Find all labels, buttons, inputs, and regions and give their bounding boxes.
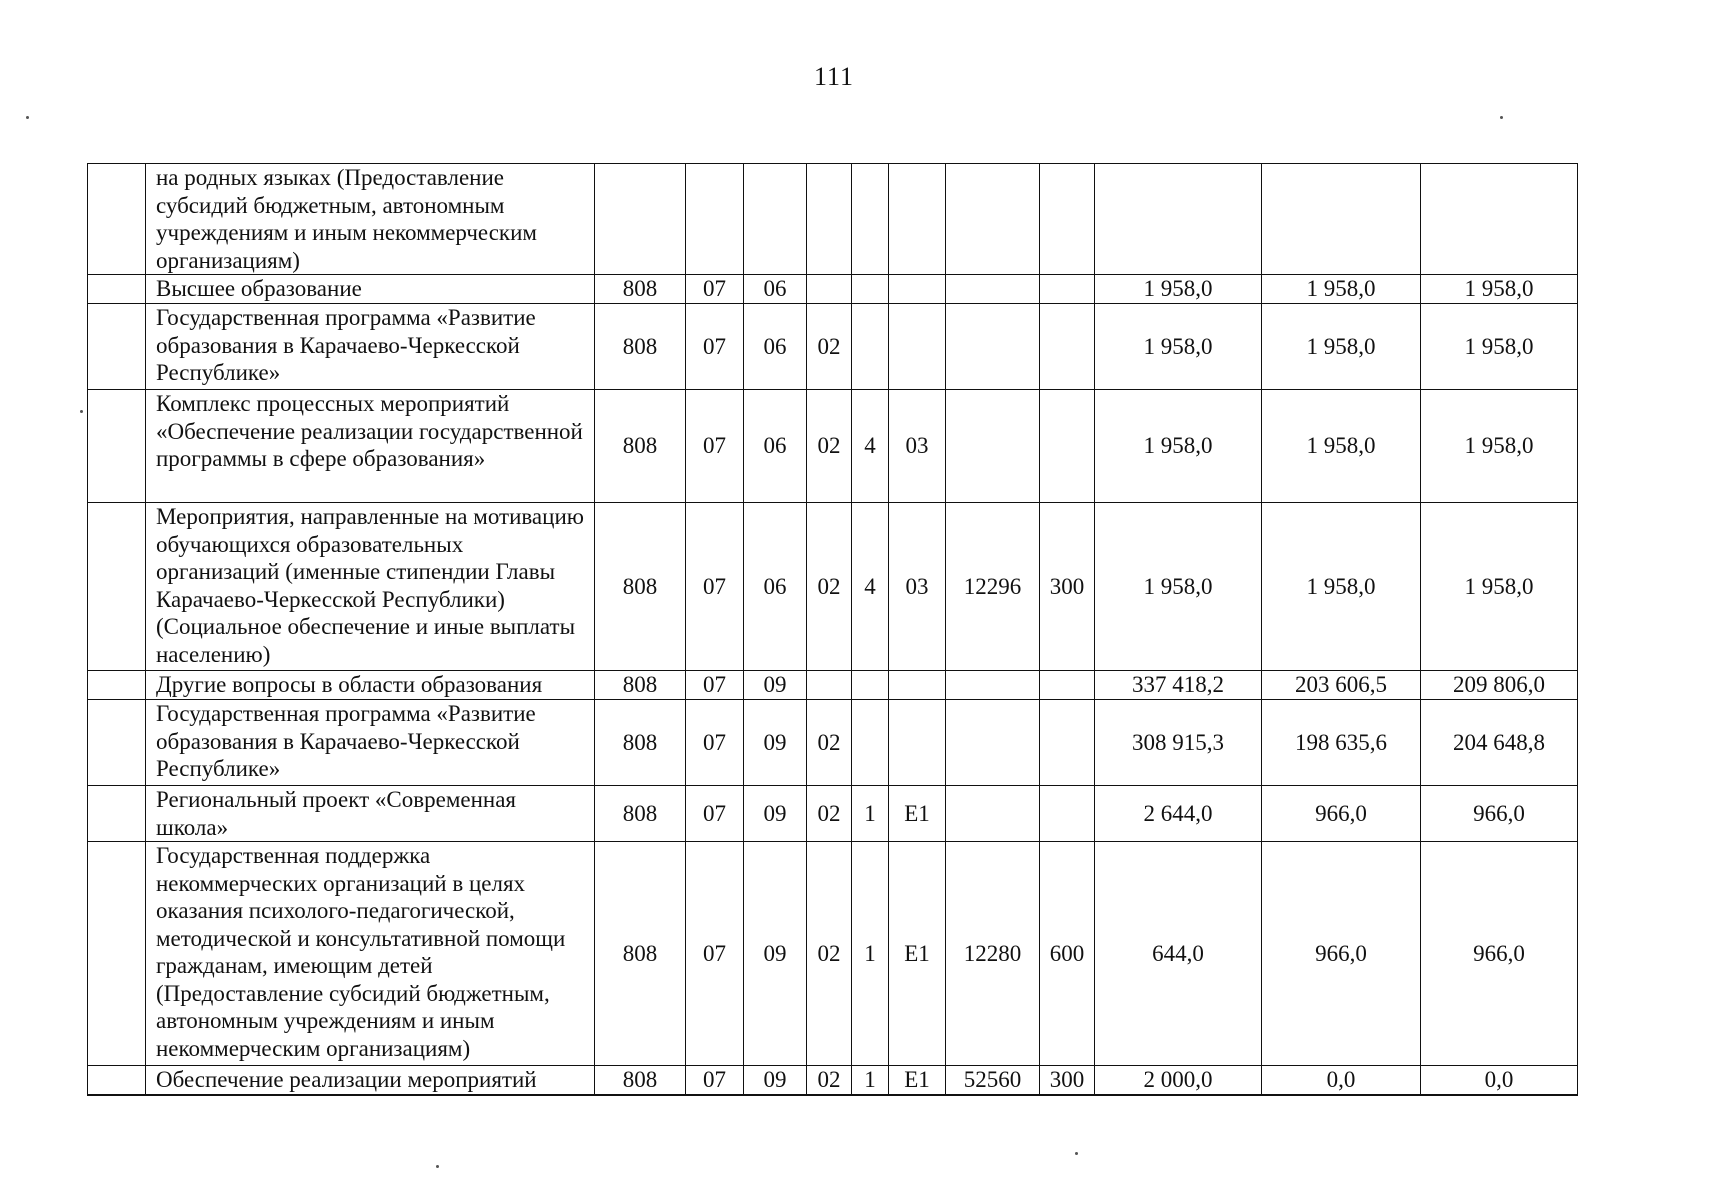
code-cell-c2: 07	[686, 1066, 744, 1095]
code-cell-v3: 209 806,0	[1421, 671, 1578, 700]
row-number-cell	[88, 842, 146, 1066]
code-cell-c3: 09	[744, 842, 807, 1066]
code-cell-c7	[946, 390, 1040, 503]
code-cell-c5	[852, 304, 889, 390]
code-cell-c6	[889, 304, 946, 390]
row-number-cell	[88, 786, 146, 842]
scan-speck	[436, 1165, 439, 1168]
code-cell-c1: 808	[595, 842, 686, 1066]
code-cell-c5	[852, 700, 889, 786]
code-cell-v2: 1 958,0	[1262, 503, 1421, 671]
code-cell-c4: 02	[807, 304, 852, 390]
table-row	[88, 503, 1578, 671]
code-cell-c1: 808	[595, 304, 686, 390]
code-cell-v2: 198 635,6	[1262, 700, 1421, 786]
budget-table-body	[88, 164, 1578, 1095]
code-cell-c3: 09	[744, 671, 807, 700]
code-cell-c4	[807, 671, 852, 700]
code-cell-c8	[1040, 164, 1095, 275]
code-cell-c5	[852, 275, 889, 304]
code-cell-c5: 4	[852, 390, 889, 503]
row-number-cell	[88, 503, 146, 671]
table-row	[88, 671, 1578, 700]
code-cell-c1: 808	[595, 275, 686, 304]
code-cell-c8	[1040, 275, 1095, 304]
code-cell-c1: 808	[595, 503, 686, 671]
code-cell-c6: E1	[889, 1066, 946, 1095]
code-cell-c6: 03	[889, 503, 946, 671]
item-name-cell: Другие вопросы в области образования	[146, 671, 595, 700]
code-cell-c5: 1	[852, 786, 889, 842]
code-cell-c4: 02	[807, 390, 852, 503]
code-cell-v1: 1 958,0	[1095, 503, 1262, 671]
code-cell-c2: 07	[686, 390, 744, 503]
row-number-cell	[88, 275, 146, 304]
code-cell-c1: 808	[595, 1066, 686, 1095]
code-cell-c2: 07	[686, 503, 744, 671]
row-number-cell	[88, 304, 146, 390]
scan-speck	[1075, 1152, 1078, 1155]
code-cell-v2: 966,0	[1262, 786, 1421, 842]
budget-table	[87, 163, 1578, 1096]
code-cell-c5: 1	[852, 1066, 889, 1095]
code-cell-v3: 966,0	[1421, 842, 1578, 1066]
code-cell-c3: 09	[744, 1066, 807, 1095]
code-cell-c2: 07	[686, 700, 744, 786]
row-number-cell	[88, 390, 146, 503]
scan-speck	[26, 116, 29, 119]
row-number-cell	[88, 671, 146, 700]
code-cell-c1: 808	[595, 390, 686, 503]
code-cell-v3: 1 958,0	[1421, 304, 1578, 390]
code-cell-c8: 300	[1040, 1066, 1095, 1095]
table-row	[88, 164, 1578, 275]
item-name-cell: Государственная программа «Развитие образования в Карачаево-Черкесской Республике»	[146, 700, 595, 786]
code-cell-v3: 1 958,0	[1421, 503, 1578, 671]
code-cell-v3: 966,0	[1421, 786, 1578, 842]
code-cell-v1: 1 958,0	[1095, 390, 1262, 503]
code-cell-c5: 4	[852, 503, 889, 671]
code-cell-v1: 308 915,3	[1095, 700, 1262, 786]
code-cell-c8	[1040, 786, 1095, 842]
code-cell-c1: 808	[595, 671, 686, 700]
code-cell-v1: 337 418,2	[1095, 671, 1262, 700]
code-cell-c7	[946, 786, 1040, 842]
code-cell-v3	[1421, 164, 1578, 275]
code-cell-c3: 09	[744, 700, 807, 786]
code-cell-c6	[889, 275, 946, 304]
code-cell-c4	[807, 164, 852, 275]
code-cell-v1: 2 644,0	[1095, 786, 1262, 842]
code-cell-v1: 1 958,0	[1095, 275, 1262, 304]
code-cell-v1: 1 958,0	[1095, 304, 1262, 390]
item-name-cell: Мероприятия, направленные на мотивацию обучающихся образовательных организаций (именные стипендии Главы Карачаево-Черкесской Республики) (Социальное обеспечение и иные выплаты населению)	[146, 503, 595, 671]
code-cell-c3	[744, 164, 807, 275]
item-name-cell: на родных языках (Предоставление субсидий бюджетным, автономным учреждениям и иным некоммерческим организациям)	[146, 164, 595, 275]
code-cell-c5	[852, 164, 889, 275]
scan-speck	[1500, 116, 1503, 119]
code-cell-v2: 1 958,0	[1262, 304, 1421, 390]
item-name-cell: Комплекс процессных мероприятий «Обеспечение реализации государственной программы в сфере образования»	[146, 390, 595, 503]
code-cell-c4: 02	[807, 786, 852, 842]
code-cell-v1: 2 000,0	[1095, 1066, 1262, 1095]
code-cell-c7: 12296	[946, 503, 1040, 671]
code-cell-c1: 808	[595, 700, 686, 786]
code-cell-c7: 52560	[946, 1066, 1040, 1095]
code-cell-c8	[1040, 304, 1095, 390]
code-cell-c7	[946, 164, 1040, 275]
code-cell-c2: 07	[686, 275, 744, 304]
code-cell-c2: 07	[686, 842, 744, 1066]
item-name-cell: Государственная поддержка некоммерческих организаций в целях оказания психолого-педагогической, методической и консультативной помощи гражданам, имеющим детей (Предоставление субсидий бюджетным, автономным учреждениям и иным некоммерческим организациям)	[146, 842, 595, 1066]
table-row	[88, 700, 1578, 786]
item-name-cell: Высшее образование	[146, 275, 595, 304]
code-cell-c7	[946, 671, 1040, 700]
code-cell-c2: 07	[686, 671, 744, 700]
table-row	[88, 1066, 1578, 1095]
code-cell-c2	[686, 164, 744, 275]
code-cell-v2: 1 958,0	[1262, 390, 1421, 503]
code-cell-c8: 600	[1040, 842, 1095, 1066]
code-cell-v1: 644,0	[1095, 842, 1262, 1066]
code-cell-c6	[889, 671, 946, 700]
code-cell-v2: 966,0	[1262, 842, 1421, 1066]
code-cell-v3: 1 958,0	[1421, 390, 1578, 503]
code-cell-v3: 0,0	[1421, 1066, 1578, 1095]
code-cell-c1	[595, 164, 686, 275]
row-number-cell	[88, 1066, 146, 1095]
code-cell-c3: 06	[744, 304, 807, 390]
row-number-cell	[88, 164, 146, 275]
code-cell-v3: 1 958,0	[1421, 275, 1578, 304]
code-cell-c7	[946, 275, 1040, 304]
code-cell-c1: 808	[595, 786, 686, 842]
code-cell-c6	[889, 164, 946, 275]
code-cell-c4	[807, 275, 852, 304]
code-cell-c5: 1	[852, 842, 889, 1066]
code-cell-c3: 06	[744, 390, 807, 503]
code-cell-c6: E1	[889, 842, 946, 1066]
code-cell-c5	[852, 671, 889, 700]
code-cell-c8	[1040, 390, 1095, 503]
item-name-cell: Региональный проект «Современная школа»	[146, 786, 595, 842]
item-name-cell: Обеспечение реализации мероприятий	[146, 1066, 595, 1095]
code-cell-c4: 02	[807, 503, 852, 671]
code-cell-c7	[946, 304, 1040, 390]
code-cell-c2: 07	[686, 304, 744, 390]
table-row	[88, 842, 1578, 1066]
item-name-cell: Государственная программа «Развитие образования в Карачаево-Черкесской Республике»	[146, 304, 595, 390]
code-cell-v2: 0,0	[1262, 1066, 1421, 1095]
code-cell-c6: 03	[889, 390, 946, 503]
code-cell-v2: 1 958,0	[1262, 275, 1421, 304]
code-cell-c7: 12280	[946, 842, 1040, 1066]
code-cell-c4: 02	[807, 1066, 852, 1095]
code-cell-c3: 09	[744, 786, 807, 842]
table-row	[88, 304, 1578, 390]
code-cell-c6: E1	[889, 786, 946, 842]
code-cell-c8	[1040, 700, 1095, 786]
code-cell-c4: 02	[807, 842, 852, 1066]
code-cell-v2	[1262, 164, 1421, 275]
code-cell-c8	[1040, 671, 1095, 700]
table-row	[88, 786, 1578, 842]
code-cell-c3: 06	[744, 275, 807, 304]
code-cell-c2: 07	[686, 786, 744, 842]
row-number-cell	[88, 700, 146, 786]
scan-speck	[80, 410, 83, 413]
code-cell-v2: 203 606,5	[1262, 671, 1421, 700]
page-number: 111	[813, 62, 855, 91]
code-cell-v1	[1095, 164, 1262, 275]
code-cell-v3: 204 648,8	[1421, 700, 1578, 786]
code-cell-c4: 02	[807, 700, 852, 786]
code-cell-c8: 300	[1040, 503, 1095, 671]
code-cell-c3: 06	[744, 503, 807, 671]
code-cell-c6	[889, 700, 946, 786]
table-row	[88, 275, 1578, 304]
table-row	[88, 390, 1578, 503]
code-cell-c7	[946, 700, 1040, 786]
